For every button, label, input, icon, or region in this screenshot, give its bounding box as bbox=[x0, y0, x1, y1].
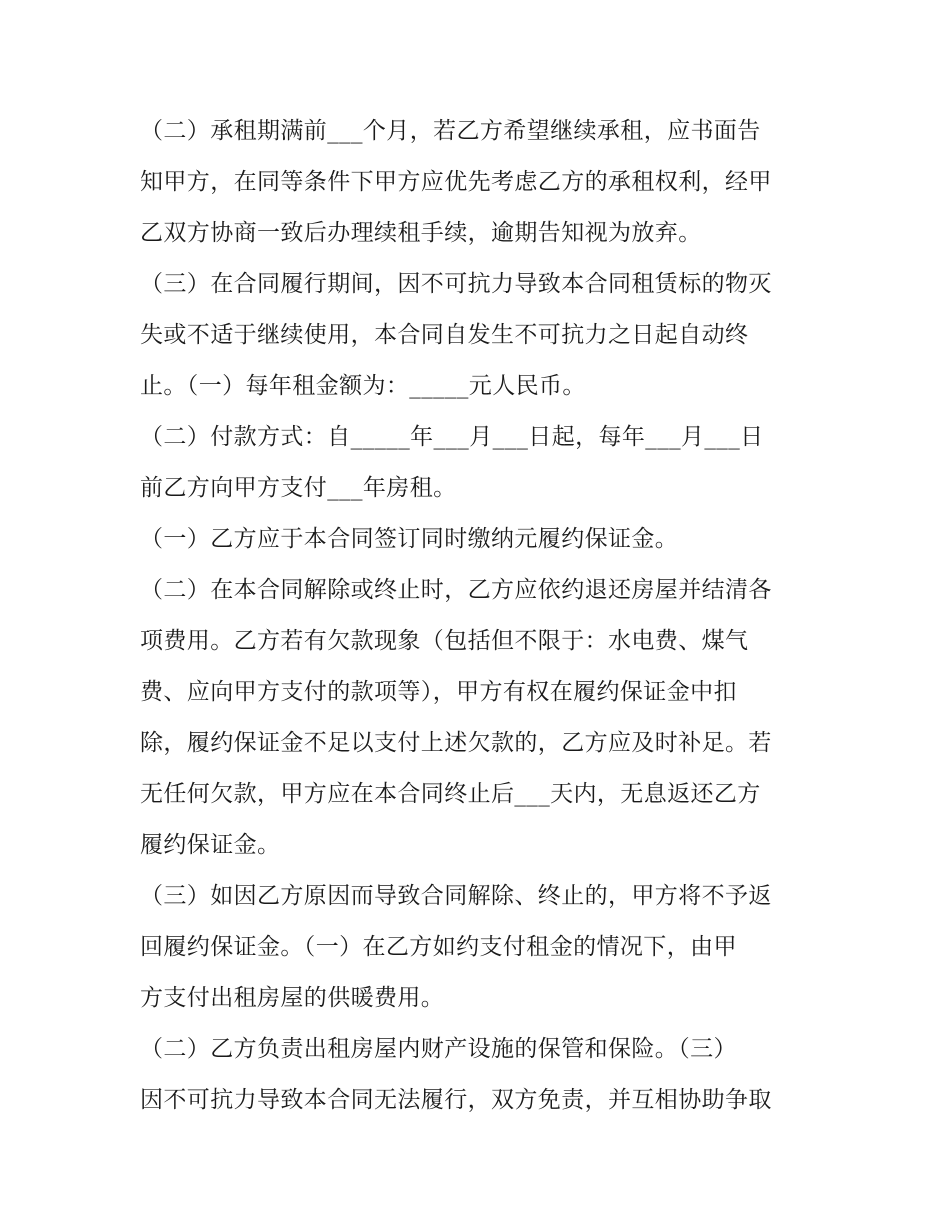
text-line: 止。（一）每年租金额为：_____元人民币。 bbox=[140, 373, 586, 399]
text-line: （二）乙方负责出租房屋内财产设施的保管和保险。（三） bbox=[140, 1036, 737, 1062]
text-line: （二）承租期满前___个月，若乙方希望继续承租，应书面告 bbox=[140, 118, 761, 144]
text-line: 前乙方向甲方支付___年房租。 bbox=[140, 475, 457, 501]
document-body bbox=[140, 106, 820, 1126]
text-line: 方支付出租房屋的供暖费用。 bbox=[140, 985, 445, 1011]
text-line: 项费用。乙方若有欠款现象（包括但不限于：水电费、煤气 bbox=[140, 628, 749, 654]
text-line: 知甲方，在同等条件下甲方应优先考虑乙方的承租权利，经甲 bbox=[140, 169, 772, 195]
text-line: 回履约保证金。（一）在乙方如约支付租金的情况下，由甲 bbox=[140, 934, 737, 960]
text-line: （二）付款方式：自_____年___月___日起，每年___月___日 bbox=[140, 424, 764, 450]
text-line: 费、应向甲方支付的款项等），甲方有权在履约保证金中扣 bbox=[140, 679, 737, 705]
text-line: （三）如因乙方原因而导致合同解除、终止的，甲方将不予返 bbox=[140, 883, 772, 909]
text-line: 乙双方协商一致后办理续租手续，逾期告知视为放弃。 bbox=[140, 220, 702, 246]
text-line: （二）在本合同解除或终止时，乙方应依约退还房屋并结清各 bbox=[140, 577, 772, 603]
text-line: 因不可抗力导致本合同无法履行，双方免责，并互相协助争取 bbox=[140, 1087, 772, 1113]
text-line: 失或不适于继续使用，本合同自发生不可抗力之日起自动终 bbox=[140, 322, 749, 348]
text-line: 无任何欠款，甲方应在本合同终止后___天内，无息返还乙方 bbox=[140, 781, 761, 807]
text-line: 履约保证金。 bbox=[140, 832, 281, 858]
text-line: （一）乙方应于本合同签订同时缴纳元履约保证金。 bbox=[140, 526, 679, 552]
text-line: （三）在合同履行期间，因不可抗力导致本合同租赁标的物灭 bbox=[140, 271, 772, 297]
text-line: 除，履约保证金不足以支付上述欠款的，乙方应及时补足。若 bbox=[140, 730, 772, 756]
